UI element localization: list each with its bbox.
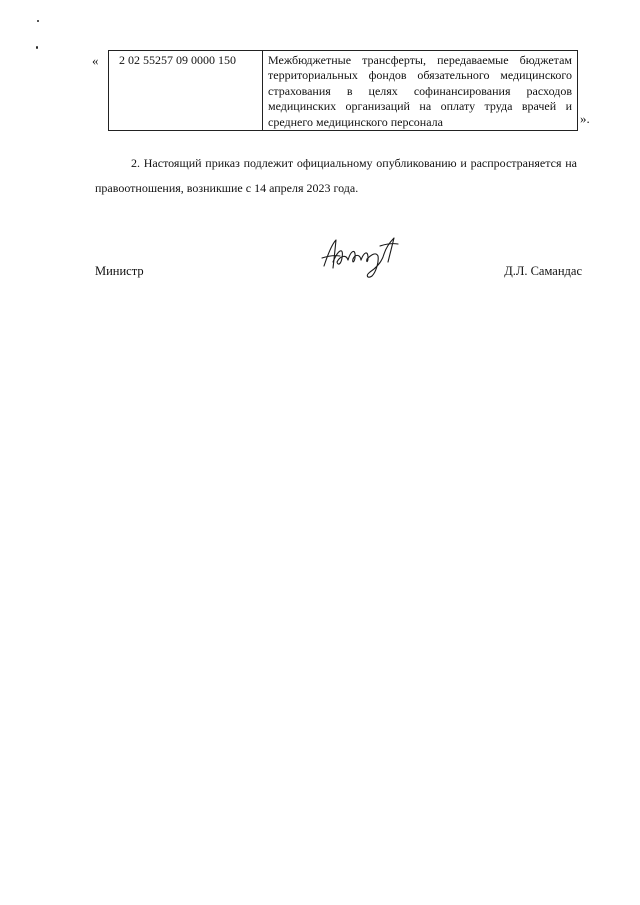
table-row xyxy=(109,51,578,131)
handwritten-signature xyxy=(318,232,404,282)
scan-speck xyxy=(37,20,39,22)
budget-code-cell: 2 02 55257 09 0000 150 xyxy=(109,51,263,131)
order-paragraph-2: 2. Настоящий приказ подлежит официальному опубликованию и распространяется на правоотношения, возникшие с 14 апреля 2023 года. xyxy=(95,156,577,195)
signatory-name: Д.Л. Самандас xyxy=(504,264,582,278)
signatory-title: Министр xyxy=(95,264,144,278)
opening-quote: « xyxy=(92,53,99,68)
budget-classification-table xyxy=(108,50,578,131)
scan-speck xyxy=(36,46,38,49)
closing-quote: ». xyxy=(580,111,590,126)
budget-description-cell: Межбюджетные трансферты, передаваемые бюджетам территориальных фондов обязательного медицинского страхования в целях софинансирования расходов медицинских организаций на оплату труда врачей и среднего медицинского персонала xyxy=(263,51,578,131)
